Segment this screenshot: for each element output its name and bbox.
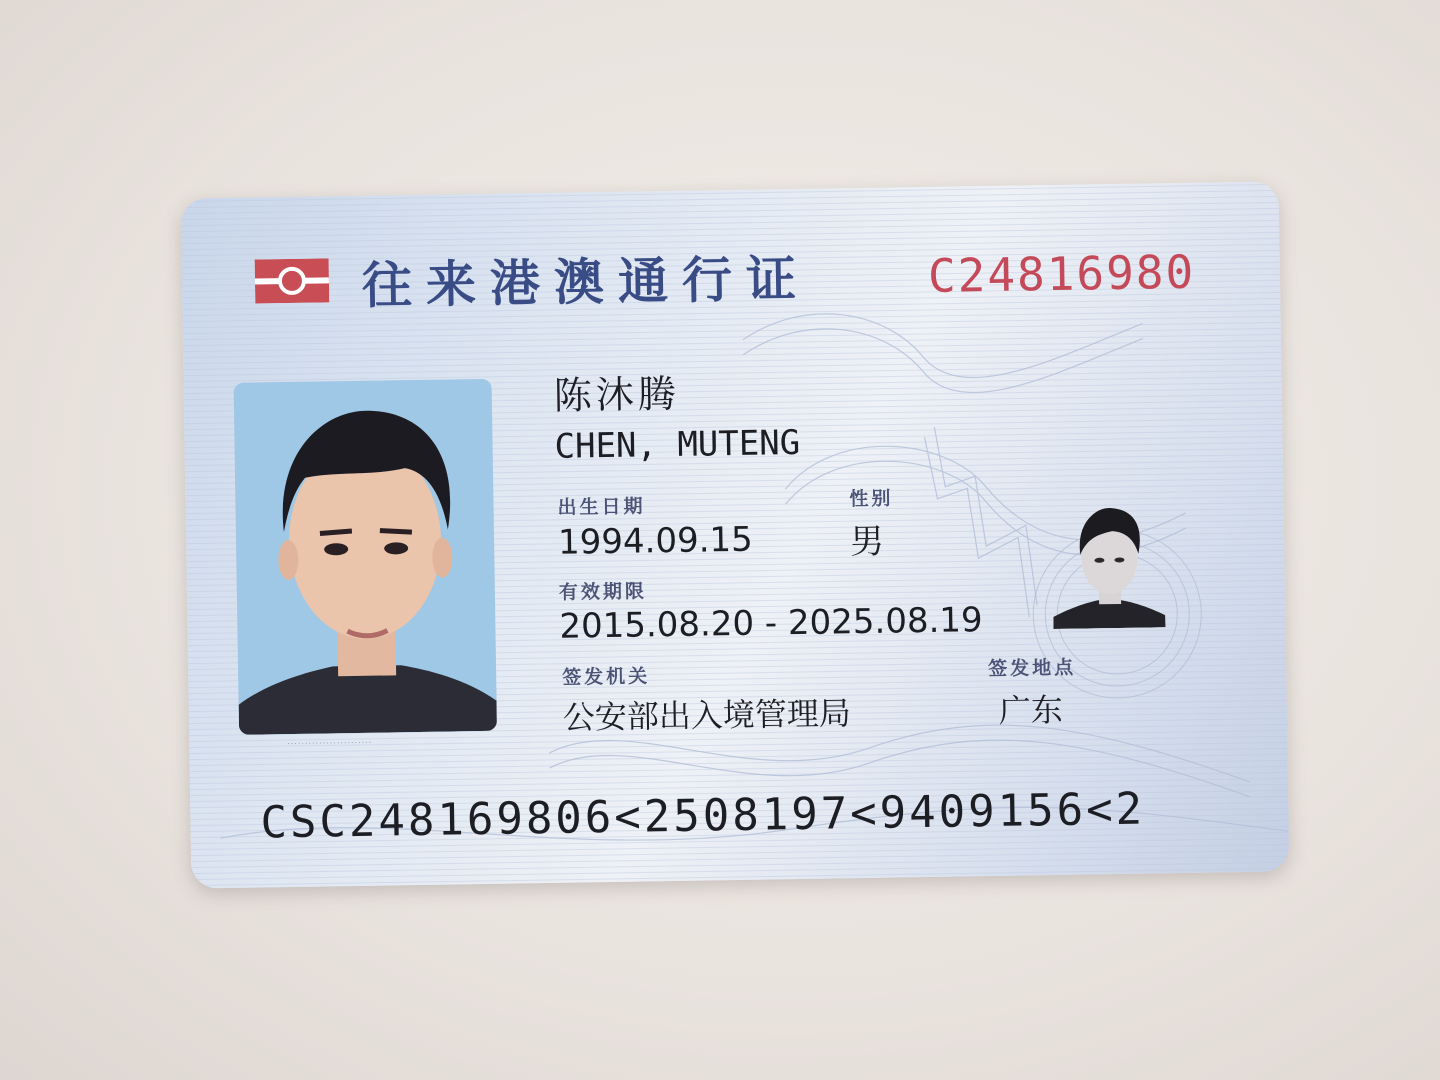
photo-caption: ........................: [287, 735, 373, 747]
sex-label: 性别: [849, 487, 894, 511]
document-number: C24816980: [927, 244, 1196, 303]
authority-label: 签发机关: [562, 665, 651, 689]
dob-label: 出生日期: [557, 495, 646, 519]
dob-value: 1994.09.15: [557, 519, 754, 563]
portrait-icon: [234, 379, 497, 735]
emblem-icon: [255, 258, 330, 303]
validity-value: 2015.08.20 - 2025.08.19: [559, 600, 983, 647]
sex-value: 男: [849, 521, 885, 563]
validity-label: 有效期限: [558, 580, 648, 604]
machine-readable-zone: CSC248169806<2508197<9409156<2: [260, 783, 1146, 849]
place-value: 广东: [998, 690, 1064, 730]
permit-card: [181, 181, 1290, 888]
ghost-portrait-icon: [1051, 495, 1165, 629]
ghost-photo: [1051, 495, 1165, 629]
card-title: 往来港澳通行证: [361, 248, 811, 315]
name-chinese: 陈沐腾: [553, 371, 681, 418]
name-english: CHEN, MUTENG: [554, 422, 801, 467]
place-label: 签发地点: [987, 656, 1077, 681]
holder-photo: [234, 379, 497, 735]
authority-value: 公安部出入境管理局: [562, 694, 852, 737]
